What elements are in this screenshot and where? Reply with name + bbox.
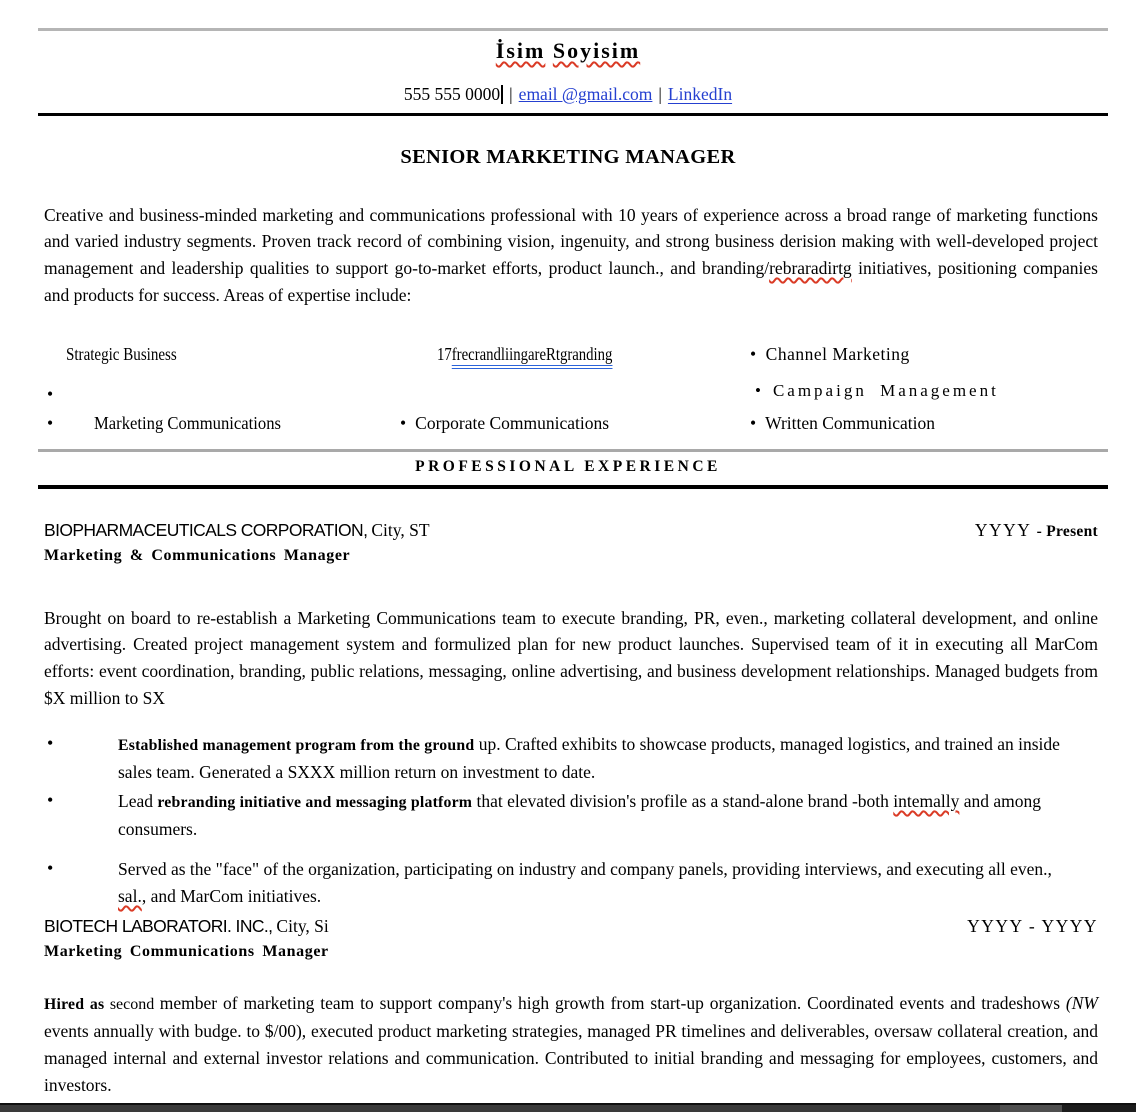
bold-phrase: Established management program from the ground [118, 737, 475, 754]
header-top-rule [38, 28, 1108, 31]
misspelled-word: rebraradirtg [769, 258, 852, 279]
expertise-item-corporate: • Corporate Communications [400, 413, 610, 433]
header-bottom-rule [38, 113, 1108, 116]
bullet-icon: • [47, 733, 54, 753]
misspelled-word: intemally [893, 791, 960, 811]
bullet-icon: • [47, 858, 54, 878]
company-name: BIOPHARMACEUTICALS CORPORATION, [44, 520, 368, 540]
job1-employer [44, 520, 430, 541]
contact-line [0, 84, 1136, 105]
linkedin-link[interactable]: LinkedIn [667, 84, 733, 104]
job2-header-row [44, 916, 1098, 937]
bold-phrase: Hired as [44, 995, 105, 1013]
bold-phrase: rebranding initiative and messaging platform [157, 794, 473, 811]
expertise-item-marketing-comms: Marketing Communications [94, 413, 282, 433]
bullet-icon: • [400, 413, 407, 433]
expertise-item-campaign: • Campaign Management [755, 381, 999, 400]
misspelled-word: sal. [118, 886, 142, 906]
job2-summary-paragraph: Hired as second member of marketing team to support company's high growth from start-up organization. Coordinated events and tradeshows (NW events annually with budge. to $/00), executed product marketing strategies, managed PR timelines and deliverables, oversaw collateral creation, and managed internal and external investor relations and communication. Contributed to initial branding and messaging for employees, customers, and investors. [44, 992, 1098, 1095]
job1-summary-paragraph: Brought on board to re-establish a Marketing Communications team to execute branding, PR, even., marketing collateral development, and online advertising. Created project management system and formulized plan for new product launches. Supervised team of it in executing all MarCom efforts: event coordination, branding, public relations, messaging, online advertising, and business development relationships. Managed budgets from $X million to SX [44, 607, 1098, 708]
list-item: • Lead rebranding initiative and messaging platform that elevated division's profile as a stand-alone brand -both intemally and among consumers. [44, 788, 1070, 843]
bullet-icon: • [750, 413, 757, 433]
company-location: City, ST [371, 520, 430, 540]
email-link[interactable]: email @gmail.com [518, 84, 653, 104]
list-item: • Served as the "face" of the organization, participating on industry and company panels, providing interviews, and executing all even., sal., and MarCom initiatives. [44, 856, 1070, 910]
job2-employer [44, 916, 329, 937]
text-cursor-icon [501, 85, 503, 104]
company-location: City, Si [276, 916, 329, 936]
resume-name [0, 38, 1136, 64]
job1-dates: YYYY - Present [974, 520, 1098, 540]
company-name: BIOTECH LABORATORI. INC., [44, 916, 273, 936]
summary-paragraph [44, 202, 1098, 309]
job-headline: SENIOR MARKETING MANAGER [400, 146, 736, 168]
bullet-icon: • [755, 381, 764, 400]
empty-bullet: • [47, 384, 54, 404]
bullet-icon: • [47, 790, 54, 810]
bullet-icon: • [47, 413, 54, 433]
job1-header-row [44, 520, 1098, 541]
summary-text: Creative and business-minded marketing and communications professional with 10 years of experience across a broad range of marketing functions and varied industry segments. Proven track record of combining vision, ingenuity, and strong business derision making with well-developed project management and leadership qualities to support go-to-market efforts, product launch., and branding/ [44, 204, 1098, 279]
bullet-icon: • [750, 344, 757, 364]
name-first: İsim [495, 38, 546, 63]
summary-text: initiatives, positioning companies and products for success. Areas of expertise include: [44, 258, 1098, 305]
expertise-item-garbled-link [437, 344, 612, 365]
expertise-item-written: • Written Communication [750, 413, 936, 433]
section-divider-gray [38, 449, 1108, 452]
name-last: Soyisim [552, 38, 641, 63]
job2-title: Marketing Communications Manager [44, 943, 329, 960]
window-bottom-edge [0, 1103, 1136, 1112]
phone-number: 555 555 0000 [403, 84, 501, 104]
separator: | [509, 84, 513, 104]
separator: | [658, 84, 662, 104]
italic-phrase: (NW [1065, 992, 1098, 1013]
section-divider-black [38, 485, 1108, 489]
section-header-experience: PROFESSIONAL EXPERIENCE [415, 458, 721, 475]
job1-bullet-list [44, 731, 1070, 912]
window-edge-segment [1062, 1105, 1136, 1112]
list-item: • Established management program from the ground up. Crafted exhibits to showcase products, managed logistics, and trained an inside sales team. Generated a SXXX million return on investment to date. [44, 731, 1070, 786]
expertise-grid [44, 340, 1098, 444]
link-prefix: 17 [437, 344, 452, 364]
window-edge-segment [1000, 1105, 1062, 1112]
garbled-hyperlink[interactable]: frecrandliingareRtgranding [452, 344, 613, 369]
expertise-item-strategic: Strategic Business [66, 344, 177, 364]
job2-dates: YYYY - YYYY [967, 916, 1098, 936]
job1-title: Marketing & Communications Manager [44, 547, 351, 564]
expertise-item-channel: • Channel Marketing [750, 344, 910, 364]
